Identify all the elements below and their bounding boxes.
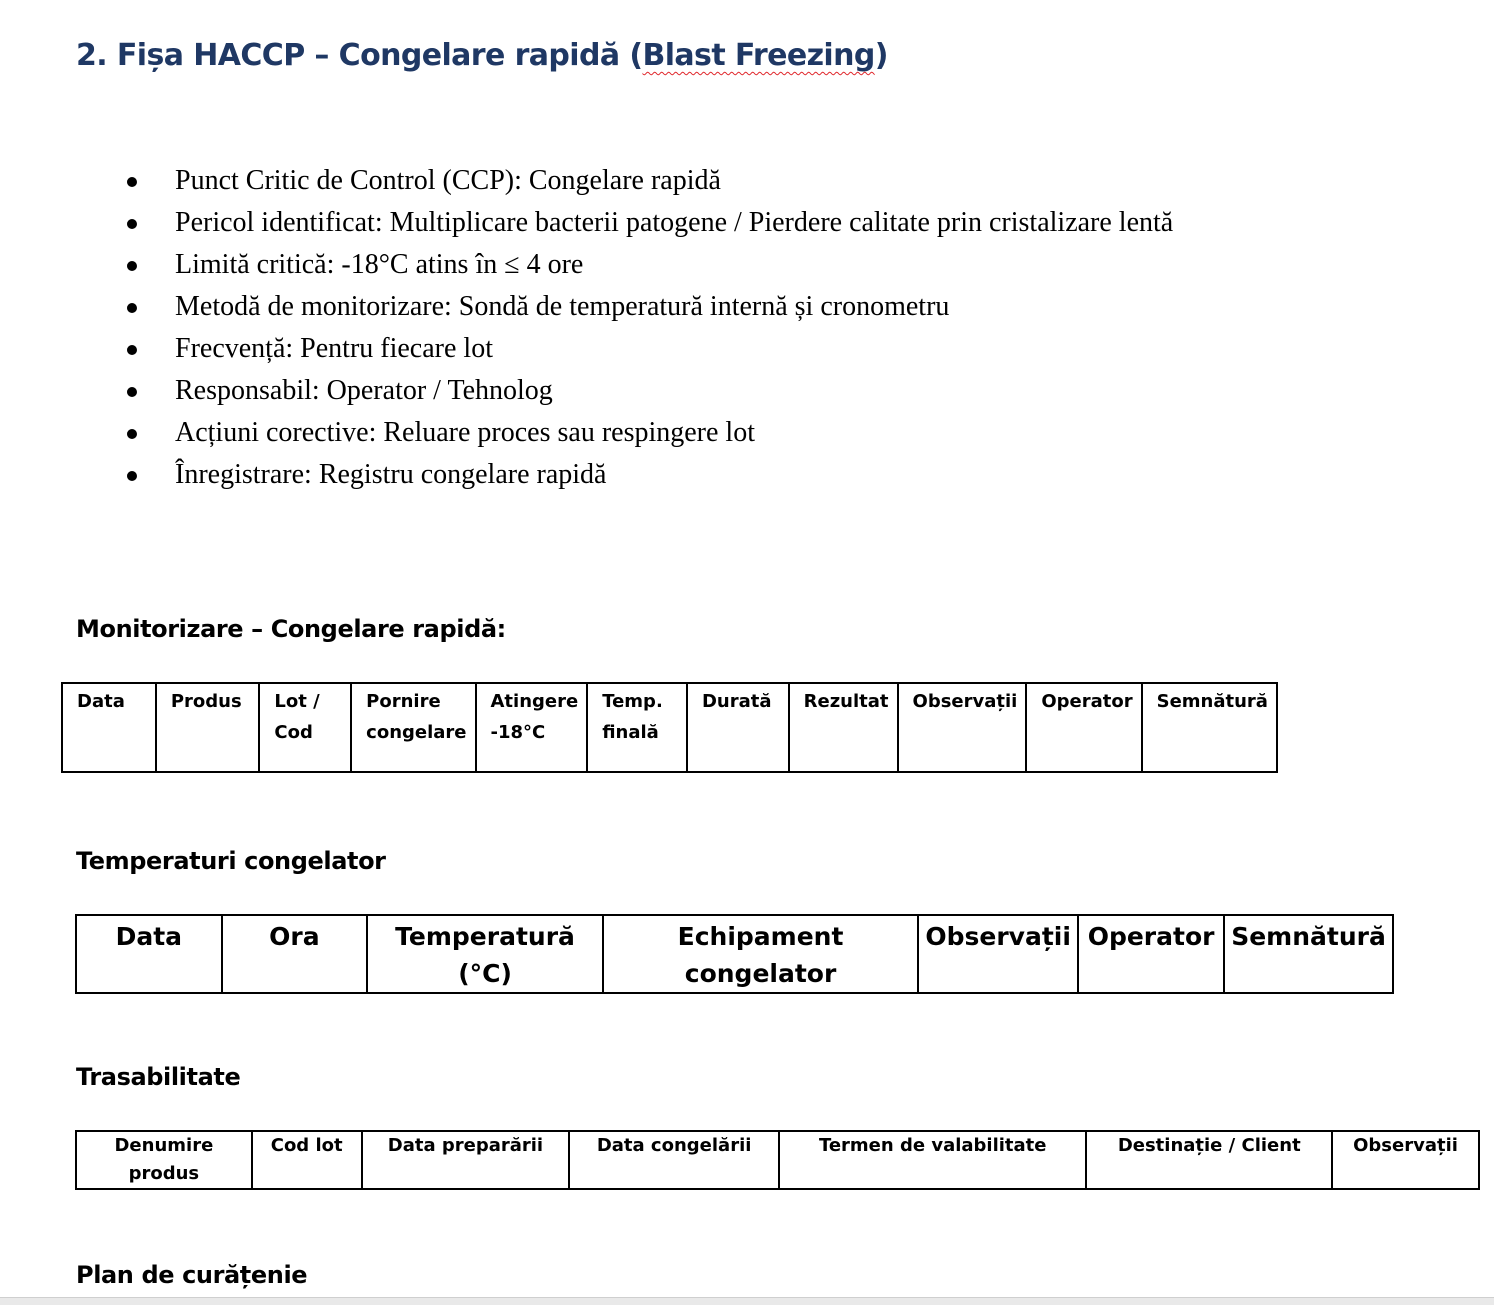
header-cell[interactable]: Durată: [687, 683, 789, 772]
bullet-dot-icon: [127, 471, 137, 481]
header-cell[interactable]: Semnătură: [1142, 683, 1277, 772]
bullet-dot-icon: [127, 345, 137, 355]
header-cell[interactable]: Semnătură: [1224, 915, 1393, 993]
header-cell[interactable]: Operator: [1026, 683, 1141, 772]
header-cell[interactable]: Temp. finală: [587, 683, 687, 772]
header-cell[interactable]: Ora: [222, 915, 368, 993]
header-cell[interactable]: Data congelării: [569, 1131, 779, 1189]
trasabilitate-table: [75, 1130, 1480, 1190]
section-title-temperaturi: Temperaturi congelator: [76, 847, 386, 875]
header-cell[interactable]: Destinație / Client: [1086, 1131, 1332, 1189]
header-cell[interactable]: Atingere -18°C: [476, 683, 588, 772]
header-cell[interactable]: Observații: [1332, 1131, 1479, 1189]
bullet-dot-icon: [127, 303, 137, 313]
header-cell[interactable]: Temperatură (°C): [367, 915, 603, 993]
header-cell[interactable]: Lot / Cod: [259, 683, 351, 772]
header-cell[interactable]: Denumire produs: [76, 1131, 252, 1189]
table-header-row: [76, 915, 1393, 993]
bullet-dot-icon: [127, 387, 137, 397]
header-cell[interactable]: Termen de valabilitate: [779, 1131, 1086, 1189]
temperaturi-table: [75, 914, 1394, 994]
bullet-item: Punct Critic de Control (CCP): Congelare rapidă: [120, 160, 1320, 202]
document-heading: [76, 38, 888, 73]
section-title-curatenie: Plan de curățenie: [76, 1261, 308, 1289]
header-cell[interactable]: Rezultat: [789, 683, 898, 772]
section-title-trasabilitate: Trasabilitate: [76, 1063, 241, 1091]
header-cell[interactable]: Observații: [898, 683, 1027, 772]
bullet-item: Responsabil: Operator / Tehnolog: [120, 370, 1320, 412]
bullet-item: Metodă de monitorizare: Sondă de temperatură internă și cronometru: [120, 286, 1320, 328]
spellcheck-flagged-text[interactable]: Blast Freezing: [642, 38, 875, 73]
bullet-dot-icon: [127, 219, 137, 229]
bullet-item: Pericol identificat: Multiplicare bacterii patogene / Pierdere calitate prin cristalizare lentă: [120, 202, 1320, 244]
bullet-dot-icon: [127, 429, 137, 439]
header-cell[interactable]: Cod lot: [252, 1131, 362, 1189]
header-cell[interactable]: Echipament congelator: [603, 915, 918, 993]
bullet-item: Limită critică: -18°C atins în ≤ 4 ore: [120, 244, 1320, 286]
table-header-row: [62, 683, 1277, 772]
bullet-item: Înregistrare: Registru congelare rapidă: [120, 454, 1320, 496]
heading-prefix: 2. Fișa HACCP – Congelare rapidă (: [76, 38, 643, 73]
header-cell[interactable]: Pornire congelare: [351, 683, 475, 772]
section-title-monitorizare: Monitorizare – Congelare rapidă:: [76, 615, 506, 643]
header-cell[interactable]: Observații: [918, 915, 1078, 993]
header-cell[interactable]: Data: [76, 915, 222, 993]
bullet-item: Frecvență: Pentru fiecare lot: [120, 328, 1320, 370]
monitorizare-table: [61, 682, 1278, 773]
heading-suffix: ): [874, 38, 888, 73]
bullet-dot-icon: [127, 177, 137, 187]
table-header-row: [76, 1131, 1479, 1189]
header-cell[interactable]: Produs: [156, 683, 260, 772]
ccp-bullet-list: [120, 160, 1320, 496]
bullet-item: Acțiuni corective: Reluare proces sau respingere lot: [120, 412, 1320, 454]
header-cell[interactable]: Operator: [1078, 915, 1224, 993]
header-cell[interactable]: Data: [62, 683, 156, 772]
header-cell[interactable]: Data preparării: [362, 1131, 570, 1189]
bullet-dot-icon: [127, 261, 137, 271]
